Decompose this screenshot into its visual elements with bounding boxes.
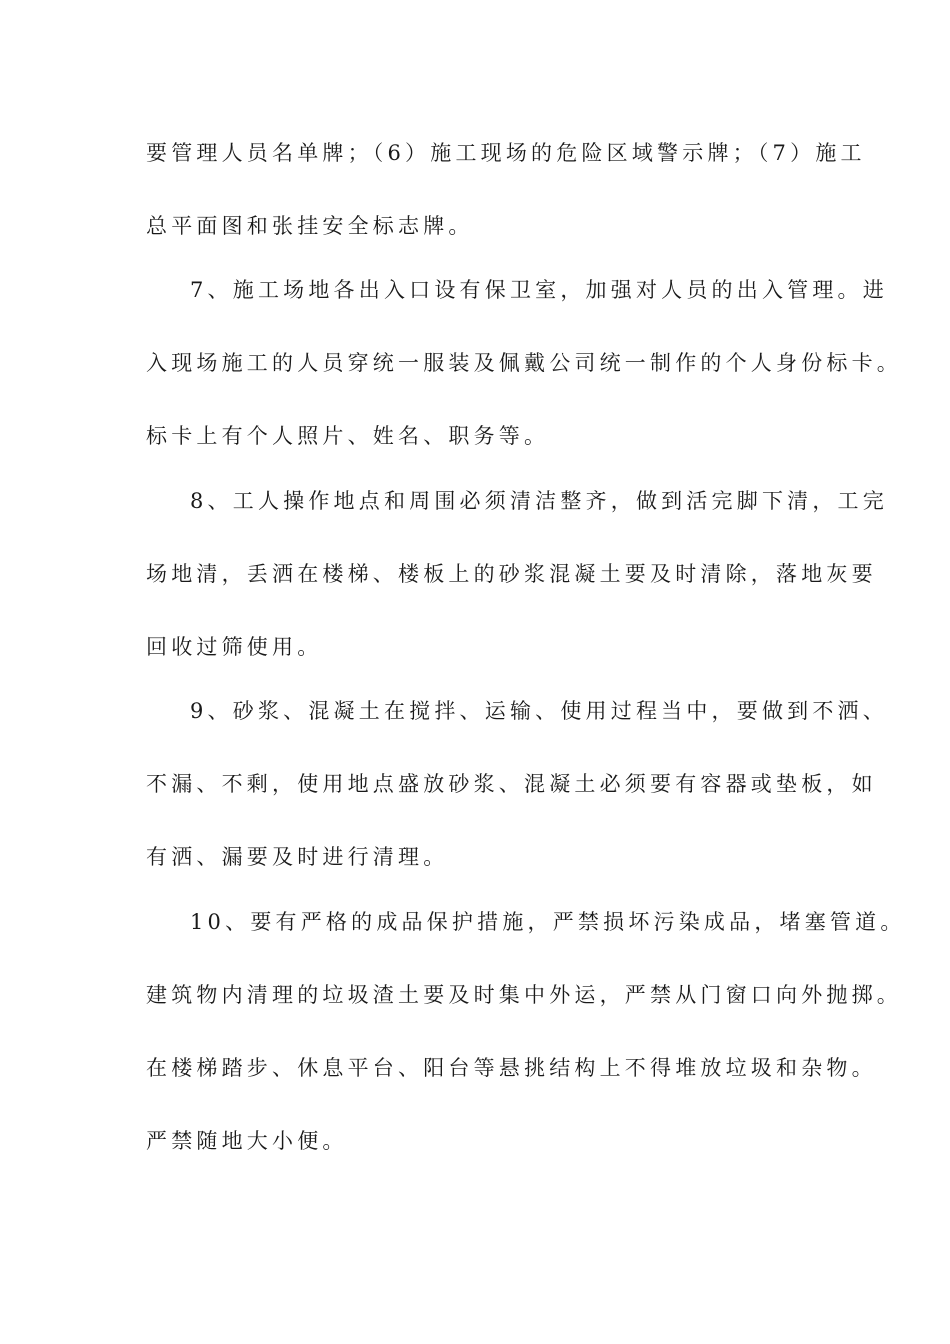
text-line: 要管理人员名单牌；（6）施工现场的危险区域警示牌；（7）施工 — [146, 141, 866, 165]
text-line: 回收过筛使用。 — [146, 635, 323, 659]
paragraph-10-start: 10、要有严格的成品保护措施，严禁损坏污染成品，堵塞管道。 — [190, 910, 906, 934]
paragraph-8-start: 8、工人操作地点和周围必须清洁整齐，做到活完脚下清，工完 — [190, 489, 888, 513]
text-line: 有洒、漏要及时进行清理。 — [146, 845, 449, 869]
paragraph-9-start: 9、砂浆、混凝土在搅拌、运输、使用过程当中，要做到不洒、 — [190, 699, 888, 723]
text-line: 总平面图和张挂安全标志牌。 — [146, 214, 474, 238]
text-line: 场地清，丢洒在楼梯、楼板上的砂浆混凝土要及时清除，落地灰要 — [146, 562, 877, 586]
text-line: 不漏、不剩，使用地点盛放砂浆、混凝土必须要有容器或垫板，如 — [146, 772, 877, 796]
text-line: 在楼梯踏步、休息平台、阳台等悬挑结构上不得堆放垃圾和杂物。 — [146, 1056, 877, 1080]
text-line: 建筑物内清理的垃圾渣土要及时集中外运，严禁从门窗口向外抛掷。 — [146, 983, 902, 1007]
text-line: 标卡上有个人照片、姓名、职务等。 — [146, 424, 550, 448]
text-line: 入现场施工的人员穿统一服装及佩戴公司统一制作的个人身份标卡。 — [146, 351, 902, 375]
text-line: 严禁随地大小便。 — [146, 1129, 348, 1153]
paragraph-7-start: 7、施工场地各出入口设有保卫室，加强对人员的出入管理。进 — [190, 278, 888, 302]
